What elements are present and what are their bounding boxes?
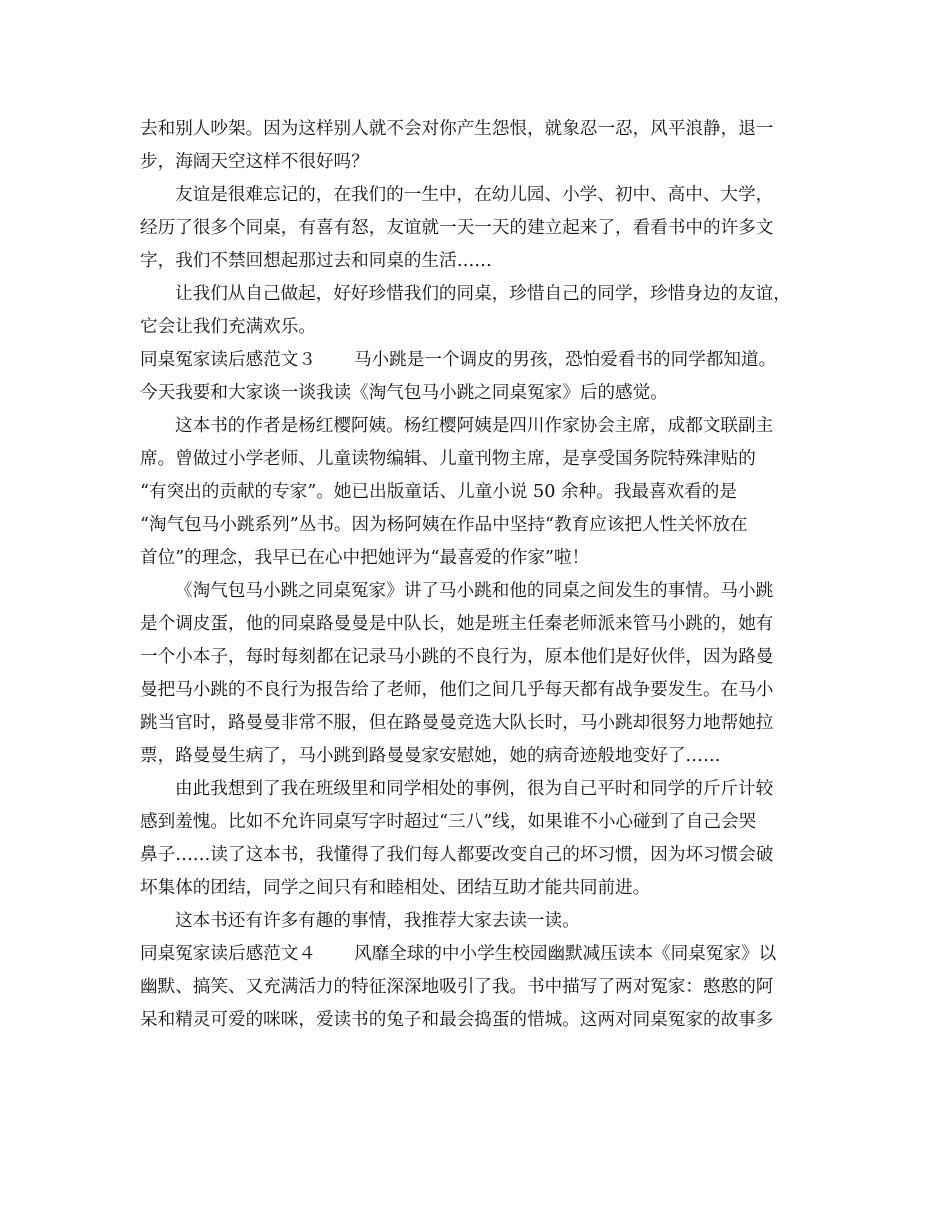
text-line — [140, 674, 812, 707]
line-text: 票，路曼曼生病了，马小跳到路曼曼家安慰她，她的病奇迹般地变好了…… — [140, 746, 721, 766]
line-text: 呆和精灵可爱的咪咪，爱读书的兔子和最会捣蛋的惜城。这两对同桌冤家的故事多 — [140, 1010, 774, 1030]
text-line — [140, 707, 812, 740]
line-text: 幽默、搞笑、又充满活力的特征深深地吸引了我。书中描写了两对冤家：憨憨的阿 — [140, 977, 774, 997]
section-heading: 同桌冤家读后感范文４ — [140, 944, 316, 964]
text-line — [140, 1004, 812, 1037]
line-text: 字，我们不禁回想起那过去和同桌的生活…… — [140, 251, 492, 271]
text-line — [140, 839, 812, 872]
text-line — [140, 575, 812, 608]
line-text: 鼻子……读了这本书，我懂得了我们每人都要改变自己的坏习惯，因为坏习惯会破 — [140, 845, 774, 865]
text-line — [140, 509, 812, 542]
text-line — [140, 773, 812, 806]
line-text: 让我们从自己做起，好好珍惜我们的同桌，珍惜自己的同学，珍惜身边的友谊， — [175, 284, 791, 304]
line-text: 跳当官时，路曼曼非常不服，但在路曼曼竞选大队长时，马小跳却很努力地帮她拉 — [140, 713, 774, 733]
line-text: 它会让我们充满欢乐。 — [140, 317, 316, 337]
text-line — [140, 608, 812, 641]
text-line — [140, 344, 812, 377]
text-line — [140, 905, 812, 938]
line-text: 是个调皮蛋，他的同桌路曼曼是中队长，她是班主任秦老师派来管马小跳的，她有 — [140, 614, 774, 634]
line-text: 马小跳是一个调皮的男孩，恐怕爱看书的同学都知道。 — [353, 350, 777, 370]
document-body — [140, 113, 812, 1037]
text-line — [140, 113, 812, 146]
text-line — [140, 641, 812, 674]
line-text: 友谊是很难忘记的，在我们的一生中，在幼儿园、小学、初中、高中、大学， — [175, 185, 774, 205]
section-heading: 同桌冤家读后感范文３ — [140, 350, 316, 370]
line-text: 席。曾做过小学老师、儿童读物编辑、儿童刊物主席，是享受国务院特殊津贴的 — [140, 449, 756, 469]
line-text: “有突出的贡献的专家”。她已出版童话、儿童小说 50 余种。我最喜欢看的是 — [140, 482, 737, 502]
text-line — [140, 245, 812, 278]
line-text: 曼把马小跳的不良行为报告给了老师，他们之间几乎每天都有战争要发生。在马小 — [140, 680, 774, 700]
text-line — [140, 872, 812, 905]
line-text: 经历了很多个同桌，有喜有怒，友谊就一天一天的建立起来了，看看书中的许多文 — [140, 218, 774, 238]
line-text: 这本书还有许多有趣的事情，我推荐大家去读一读。 — [175, 911, 580, 931]
line-text: 这本书的作者是杨红樱阿姨。杨红樱阿姨是四川作家协会主席，成都文联副主 — [175, 416, 774, 436]
text-line — [140, 410, 812, 443]
line-text: 风靡全球的中小学生校园幽默减压读本《同桌冤家》以 — [353, 944, 777, 964]
line-text: 首位”的理念，我早已在心中把她评为“最喜爱的作家”啦！ — [140, 548, 590, 568]
text-line — [140, 146, 812, 179]
line-text: 一个小本子，每时每刻都在记录马小跳的不良行为，原本他们是好伙伴，因为路曼 — [140, 647, 774, 667]
line-text: 今天我要和大家谈一谈我读《淘气包马小跳之同桌冤家》后的感觉。 — [140, 383, 668, 403]
text-line — [140, 212, 812, 245]
text-line — [140, 476, 812, 509]
line-text: 《淘气包马小跳之同桌冤家》讲了马小跳和他的同桌之间发生的事情。马小跳 — [175, 581, 774, 601]
text-line — [140, 938, 812, 971]
line-text: 由此我想到了我在班级里和同学相处的事例，很为自己平时和同学的斤斤计较 — [175, 779, 774, 799]
line-text: 坏集体的团结，同学之间只有和睦相处、团结互助才能共同前进。 — [140, 878, 651, 898]
text-line — [140, 377, 812, 410]
text-line — [140, 179, 812, 212]
line-text: “淘气包马小跳系列”丛书。因为杨阿姨在作品中坚持“教育应该把人性关怀放在 — [140, 515, 748, 535]
text-line — [140, 443, 812, 476]
text-line — [140, 542, 812, 575]
line-text: 去和别人吵架。因为这样别人就不会对你产生怨恨，就象忍一忍，风平浪静，退一 — [140, 119, 774, 139]
text-line — [140, 971, 812, 1004]
text-line — [140, 740, 812, 773]
text-line — [140, 806, 812, 839]
text-line — [140, 311, 812, 344]
line-text: 步，海阔天空这样不很好吗？ — [140, 152, 369, 172]
text-line — [140, 278, 812, 311]
line-text: 感到羞愧。比如不允许同桌写字时超过“三八”线，如果谁不小心碰到了自己会哭 — [140, 812, 757, 832]
